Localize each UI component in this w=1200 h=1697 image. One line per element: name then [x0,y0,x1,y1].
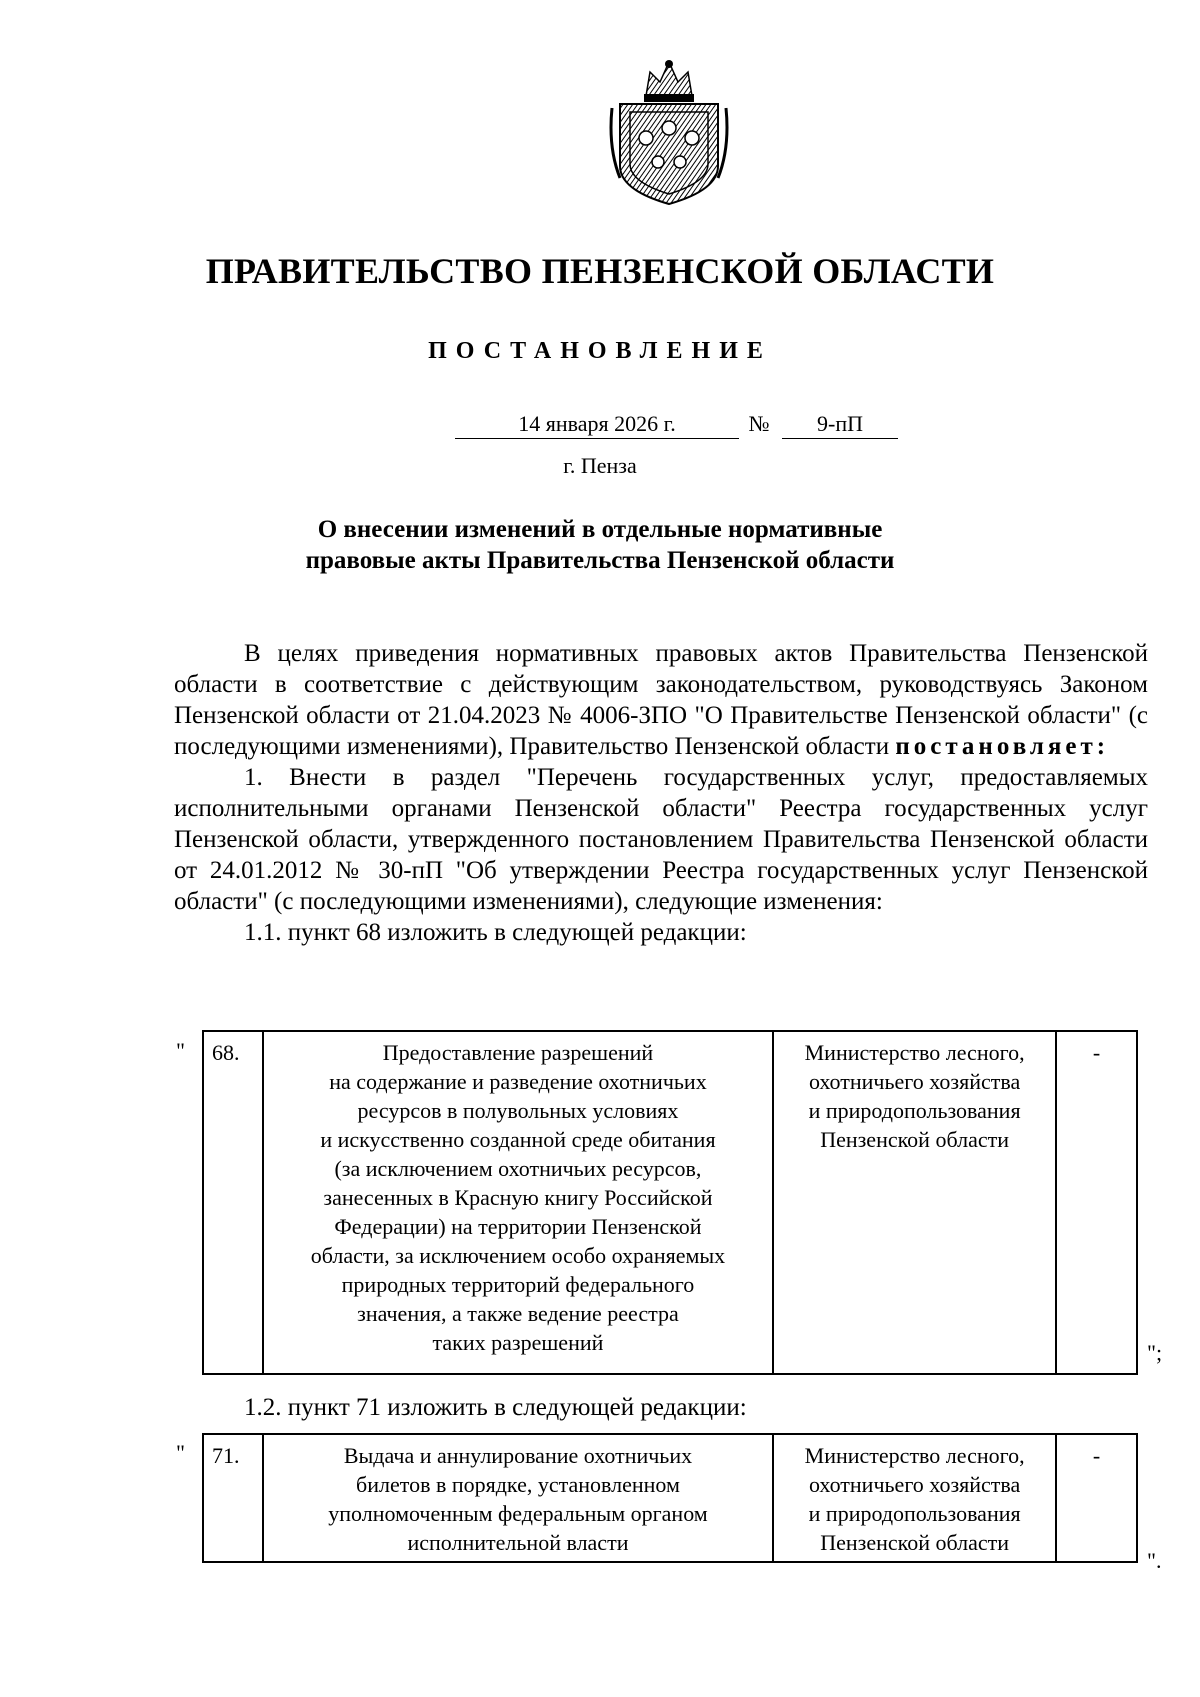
service-name-line: значения, а также ведение реестра [357,1301,679,1326]
extra-cell: - [1056,1434,1137,1562]
table-row [203,1031,1137,1374]
number-sign: № [748,411,770,436]
responsible-organ-cell [773,1434,1056,1562]
service-name-line: Федерации) на территории Пензенской [334,1214,702,1239]
document-number: 9-пП [782,410,898,439]
table-2-close-quote: ". [1147,1548,1162,1573]
service-name-line: уполномоченным федеральным органом [328,1501,708,1526]
registry-table-item-71 [202,1433,1138,1563]
document-city: г. Пенза [563,453,637,478]
service-name-line: исполнительной власти [407,1530,629,1555]
document-body-continued [174,1392,1148,1423]
item-number: 71. [203,1434,263,1562]
document-date: 14 января 2026 г. [455,410,739,439]
item-number: 68. [203,1031,263,1374]
service-name-line: занесенных в Красную книгу Российской [323,1185,713,1210]
government-title: ПРАВИТЕЛЬСТВО ПЕНЗЕНСКОЙ ОБЛАСТИ [205,251,995,291]
service-name-cell [263,1434,774,1562]
preamble-text: В целях приведения нормативных правовых актов Правительства Пензенской области в соответствие с действующим законодательством, руководствуясь Законом Пензенской области от 21.04.2023 № 4006-ЗПО "О Правительстве Пензенской области" (с последующими изменениями), Правительство Пензенской области [174,640,1148,760]
service-name-line: и искусственно созданной среде обитания [320,1127,716,1152]
table-row [203,1434,1137,1562]
table-2-open-quote: " [176,1440,185,1465]
organ-line: и природопользования [808,1098,1021,1123]
service-name-line: билетов в порядке, установленном [356,1472,680,1497]
item-1-1-paragraph: 1.1. пункт 68 изложить в следующей редакции: [244,919,747,946]
document-type: ПОСТАНОВЛЕНИЕ [428,338,772,364]
table-1-close-quote: "; [1147,1340,1163,1365]
service-name-line: таких разрешений [432,1330,604,1355]
organ-line: и природопользования [808,1501,1021,1526]
subject-line: правовые акты Правительства Пензенской области [305,547,895,574]
service-name-cell [263,1031,774,1374]
service-name-line: (за исключением охотничьих ресурсов, [334,1156,702,1181]
preamble-paragraph [174,638,1148,762]
organ-line: охотничьего хозяйства [808,1472,1021,1497]
organ-line: Министерство лесного, [804,1040,1025,1065]
organ-line: Пензенской области [820,1127,1009,1152]
subject-line: О внесении изменений в отдельные нормативные [317,516,883,543]
registry-table-item-68 [202,1030,1138,1375]
table-1-open-quote: " [176,1038,185,1063]
service-name-line: природных территорий федерального [341,1272,695,1297]
service-name-line: на содержание и разведение охотничьих [329,1069,707,1094]
extra-cell: - [1056,1031,1137,1374]
document-body [174,638,1148,948]
service-name-line: ресурсов в полувольных условиях [357,1098,679,1123]
penza-region-coat-of-arms-icon [606,58,732,206]
item-1-2-paragraph: 1.2. пункт 71 изложить в следующей редакции: [244,1394,747,1421]
organ-line: охотничьего хозяйства [808,1069,1021,1094]
organ-line: Министерство лесного, [804,1443,1025,1468]
decides-keyword: постановляет: [895,733,1110,760]
item-1-paragraph: 1. Внести в раздел "Перечень государственных услуг, предоставляемых исполнительными органами Пензенской области" Реестра государственных услуг Пензенской области, утвержденного постановлением Правительства Пензенской области от 24.01.2012 № 30-пП "Об утверждении Реестра государственных услуг Пензенской области" (с последующими изменениями), следующие изменения: [174,764,1148,915]
service-name-line: области, за исключением особо охраняемых [310,1243,726,1268]
document-subject [0,514,1200,576]
responsible-organ-cell [773,1031,1056,1374]
service-name-line: Выдача и аннулирование охотничьих [343,1443,693,1468]
service-name-line: Предоставление разрешений [382,1040,654,1065]
organ-line: Пензенской области [820,1530,1010,1555]
